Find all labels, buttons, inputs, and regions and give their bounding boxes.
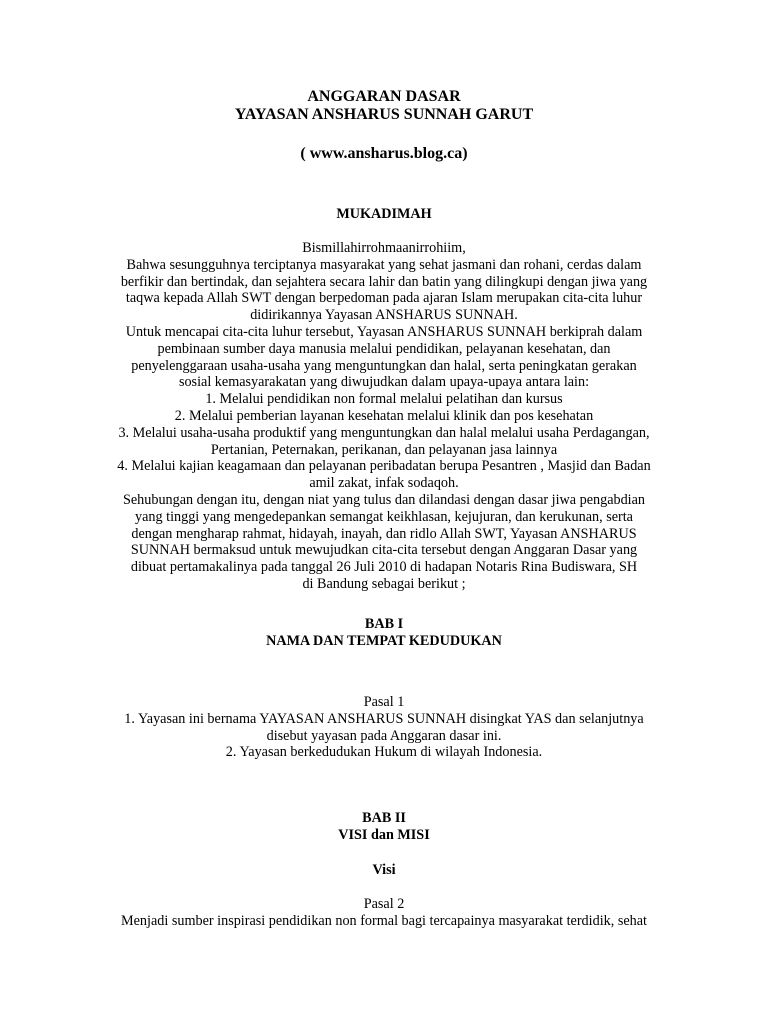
mukadimah-line: 4. Melalui kajian keagamaan dan pelayanan peribadatan berupa Pesantren , Masjid dan Badan — [117, 458, 651, 475]
pasal-2-block — [100, 896, 668, 930]
document-title — [100, 88, 668, 124]
mukadimah-paragraph — [100, 240, 668, 593]
mukadimah-line: didirikannya Yayasan ANSHARUS SUNNAH. — [250, 307, 518, 324]
pasal-1-block — [100, 694, 668, 761]
bab-1-heading — [100, 616, 668, 650]
mukadimah-line: sosial kemasyarakatan yang diwujudkan dalam upaya-upaya antara lain: — [178, 374, 590, 391]
pasal-1-line: disebut yayasan pada Anggaran dasar ini. — [266, 727, 502, 744]
mukadimah-line: 3. Melalui usaha-usaha produktif yang menguntungkan dan halal melalui usaha Perdagangan, — [118, 424, 650, 441]
pasal-2-label: Pasal 2 — [363, 896, 405, 912]
pasal-1-label: Pasal 1 — [363, 694, 405, 710]
mukadimah-line: penyelenggaraan usaha-usaha yang menguntungkan dan halal, serta peningkatan gerakan — [131, 357, 637, 374]
mukadimah-line: Pertanian, Peternakan, perikanan, dan pelayanan jasa lainnya — [210, 441, 558, 458]
pasal-1-line: 1. Yayasan ini bernama YAYASAN ANSHARUS SUNNAH disingkat YAS dan selanjutnya — [124, 710, 644, 727]
mukadimah-heading — [100, 206, 668, 223]
mukadimah-heading-text: MUKADIMAH — [336, 206, 432, 222]
mukadimah-line: 1. Melalui pendidikan non formal melalui pelatihan dan kursus — [205, 391, 563, 408]
mukadimah-line: pembinaan sumber daya manusia melalui pendidikan, pelayanan kesehatan, dan — [157, 340, 611, 357]
title-line-2: YAYASAN ANSHARUS SUNNAH GARUT — [234, 106, 534, 123]
mukadimah-line: dibuat pertamakalinya pada tanggal 26 Juli 2010 di hadapan Notaris Rina Budiswara, SH — [130, 559, 638, 576]
mukadimah-line: dengan mengharap rahmat, hidayah, inayah, dan ridlo Allah SWT, Yayasan ANSHARUS — [131, 525, 637, 542]
bab-1-label: BAB I — [364, 616, 404, 632]
mukadimah-line: SUNNAH bermaksud untuk mewujudkan cita-cita tersebut dengan Anggaran Dasar yang — [130, 542, 638, 559]
mukadimah-line: yang tinggi yang mengedepankan semangat keikhlasan, kejujuran, dan kerukunan, serta — [135, 508, 633, 525]
mukadimah-line: Untuk mencapai cita-cita luhur tersebut, Yayasan ANSHARUS SUNNAH berkiprah dalam — [125, 323, 643, 340]
website-text: ( www.ansharus.blog.ca) — [300, 145, 468, 162]
website-line — [100, 145, 668, 163]
bab-2-title: VISI dan MISI — [338, 826, 430, 843]
bab-1-title: NAMA DAN TEMPAT KEDUDUKAN — [266, 632, 502, 649]
mukadimah-line: di Bandung sebagai berikut ; — [302, 575, 466, 592]
mukadimah-line: 2. Melalui pemberian layanan kesehatan melalui klinik dan pos kesehatan — [174, 407, 594, 424]
mukadimah-line: Bismillahirrohmaanirrohiim, — [302, 240, 466, 256]
pasal-2-line: Menjadi sumber inspirasi pendidikan non formal bagi tercapainya masyarakat terdidik, sehat — [121, 912, 647, 929]
bab-2-label: BAB II — [362, 810, 406, 826]
bab-2-heading — [100, 810, 668, 844]
mukadimah-line: Bahwa sesungguhnya terciptanya masyarakat yang sehat jasmani dan rohani, cerdas dalam — [126, 256, 642, 273]
visi-heading — [100, 862, 668, 879]
mukadimah-line: taqwa kepada Allah SWT dengan berpedoman pada ajaran Islam merupakan cita-cita luhur — [125, 290, 643, 307]
mukadimah-line: Sehubungan dengan itu, dengan niat yang tulus dan dilandasi dengan dasar jiwa pengabdian — [122, 491, 646, 508]
pasal-1-line: 2. Yayasan berkedudukan Hukum di wilayah Indonesia. — [225, 744, 543, 761]
mukadimah-line: berfikir dan bertindak, dan sejahtera secara lahir dan batin yang dilingkupi dengan jiwa yang — [120, 273, 648, 290]
title-line-1: ANGGARAN DASAR — [307, 88, 461, 105]
visi-heading-text: Visi — [372, 862, 396, 878]
mukadimah-line: amil zakat, infak sodaqoh. — [309, 475, 459, 492]
